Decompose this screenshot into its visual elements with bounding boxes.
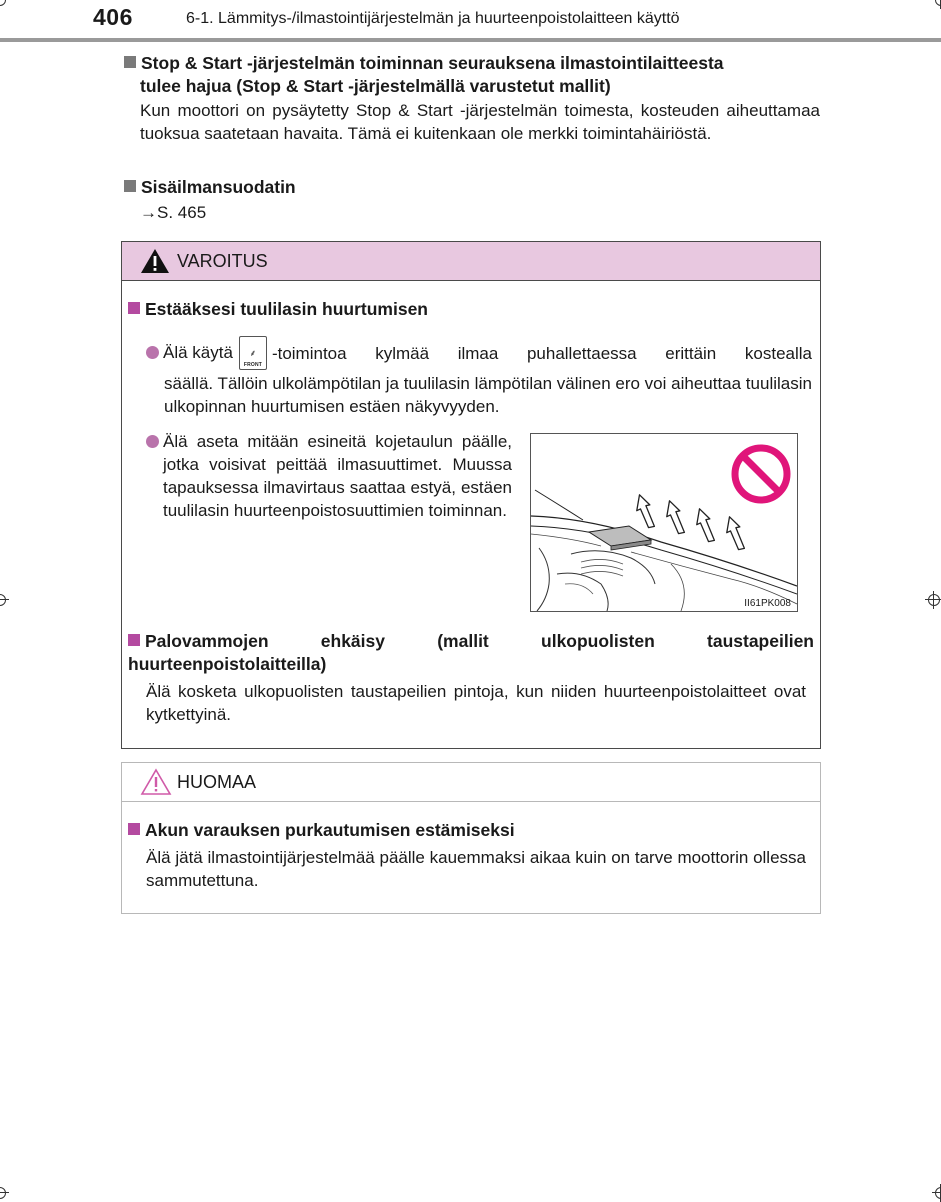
- front-button-label: FRONT: [243, 362, 263, 368]
- front-defroster-button-icon: ⸙ FRONT: [239, 336, 267, 370]
- defog-heading-text: Estääksesi tuulilasin huurtumisen: [145, 299, 428, 319]
- bullet1-rest-text: säällä. Tällöin ulkolämpötilan ja tuulilasin lämpötilan välinen ero voi aiheuttaa tuulilasin ulkopinnan huurtumisen estäen näkyvyyden.: [164, 374, 812, 416]
- defog-heading: [128, 298, 428, 321]
- crop-mark-top-right: [932, 0, 941, 9]
- battery-body: Älä jätä ilmastointijärjestelmää päälle kauemmaksi aikaa kuin on tarve moottorin ollessa sammutettuna.: [146, 848, 806, 890]
- section-square-icon: [124, 180, 136, 192]
- notice-box: [121, 762, 821, 914]
- dashboard-drawing: [531, 434, 797, 611]
- bullet-dot-icon: [146, 435, 159, 448]
- battery-heading-text: Akun varauksen purkautumisen estämiseksi: [145, 820, 515, 840]
- battery-heading: [128, 819, 515, 842]
- stop-start-section: [124, 52, 820, 145]
- defog-bullet-2: [146, 430, 512, 522]
- warning-header: [122, 242, 820, 281]
- bullet-dot-icon: [146, 346, 159, 359]
- section-title: 6-1. Lämmitys-/ilmastointijärjestelmän ja huurteenpoistolaitteen käyttö: [186, 10, 680, 27]
- section-square-icon: [124, 56, 136, 68]
- header-rule: [0, 38, 941, 42]
- stop-start-body: Kun moottori on pysäytetty Stop & Start -järjestelmän toimesta, kosteuden aiheuttamaa tuoksua saatetaan havaita. Tämä ei kuitenkaan ole merkki toimintahäiriöstä.: [140, 101, 820, 143]
- notice-label: HUOMAA: [177, 772, 257, 792]
- bullet1-post-text: -toimintoa kylmää ilmaa puhallettaessa erittäin kostealla: [271, 343, 812, 363]
- section-square-icon: [128, 823, 140, 835]
- crop-mark-bottom-left: [0, 1184, 9, 1202]
- burn-body: Älä kosketa ulkopuolisten taustapeilien pintoja, kun niiden huurteenpoistolaitteet ovat kytkettyinä.: [146, 682, 806, 724]
- crop-mark-top-left: [0, 0, 9, 9]
- crop-mark-bottom-right: [932, 1184, 941, 1202]
- page-number: 406: [93, 4, 133, 30]
- crop-mark-mid-left: [0, 591, 9, 609]
- cabin-filter-heading: [124, 176, 820, 199]
- warning-triangle-icon: [140, 248, 170, 274]
- notice-header: [122, 763, 820, 802]
- prohibition-icon: [735, 448, 787, 500]
- stop-start-heading: [124, 52, 820, 75]
- page-reference-link[interactable]: →S. 465: [140, 203, 207, 222]
- dashboard-illustration: [530, 433, 798, 612]
- stop-start-heading-line2: tulee hajua (Stop & Start -järjestelmällä varustetut mallit): [140, 76, 611, 96]
- figure-code: II61PK008: [744, 598, 791, 609]
- cabin-filter-heading-text: Sisäilmansuodatin: [141, 177, 296, 197]
- burn-heading: [128, 630, 814, 676]
- warning-label: VAROITUS: [177, 251, 268, 271]
- defog-bullet-1: [146, 338, 812, 418]
- section-square-icon: [128, 634, 140, 646]
- burn-heading-text: Palovammojen ehkäisy (mallit ulkopuolisten taustapeilien huurteenpoistolaitteilla): [128, 631, 814, 674]
- stop-start-heading-line1: Stop & Start -järjestelmän toiminnan seurauksena ilmastointilaitteesta: [141, 53, 724, 73]
- bullet2-text: Älä aseta mitään esineitä kojetaulun päälle, jotka voisivat peittää ilmasuuttimet. Muussa tapauksessa ilmavirtaus saattaa estyä, estäen tuulilasin huurteenpoistosuuttimien toiminnan.: [163, 432, 512, 520]
- section-square-icon: [128, 302, 140, 314]
- bullet1-pre-text: Älä käytä: [163, 343, 233, 362]
- crop-mark-mid-right: [925, 591, 941, 609]
- cabin-filter-section: [124, 176, 820, 224]
- caution-triangle-icon: [140, 768, 172, 796]
